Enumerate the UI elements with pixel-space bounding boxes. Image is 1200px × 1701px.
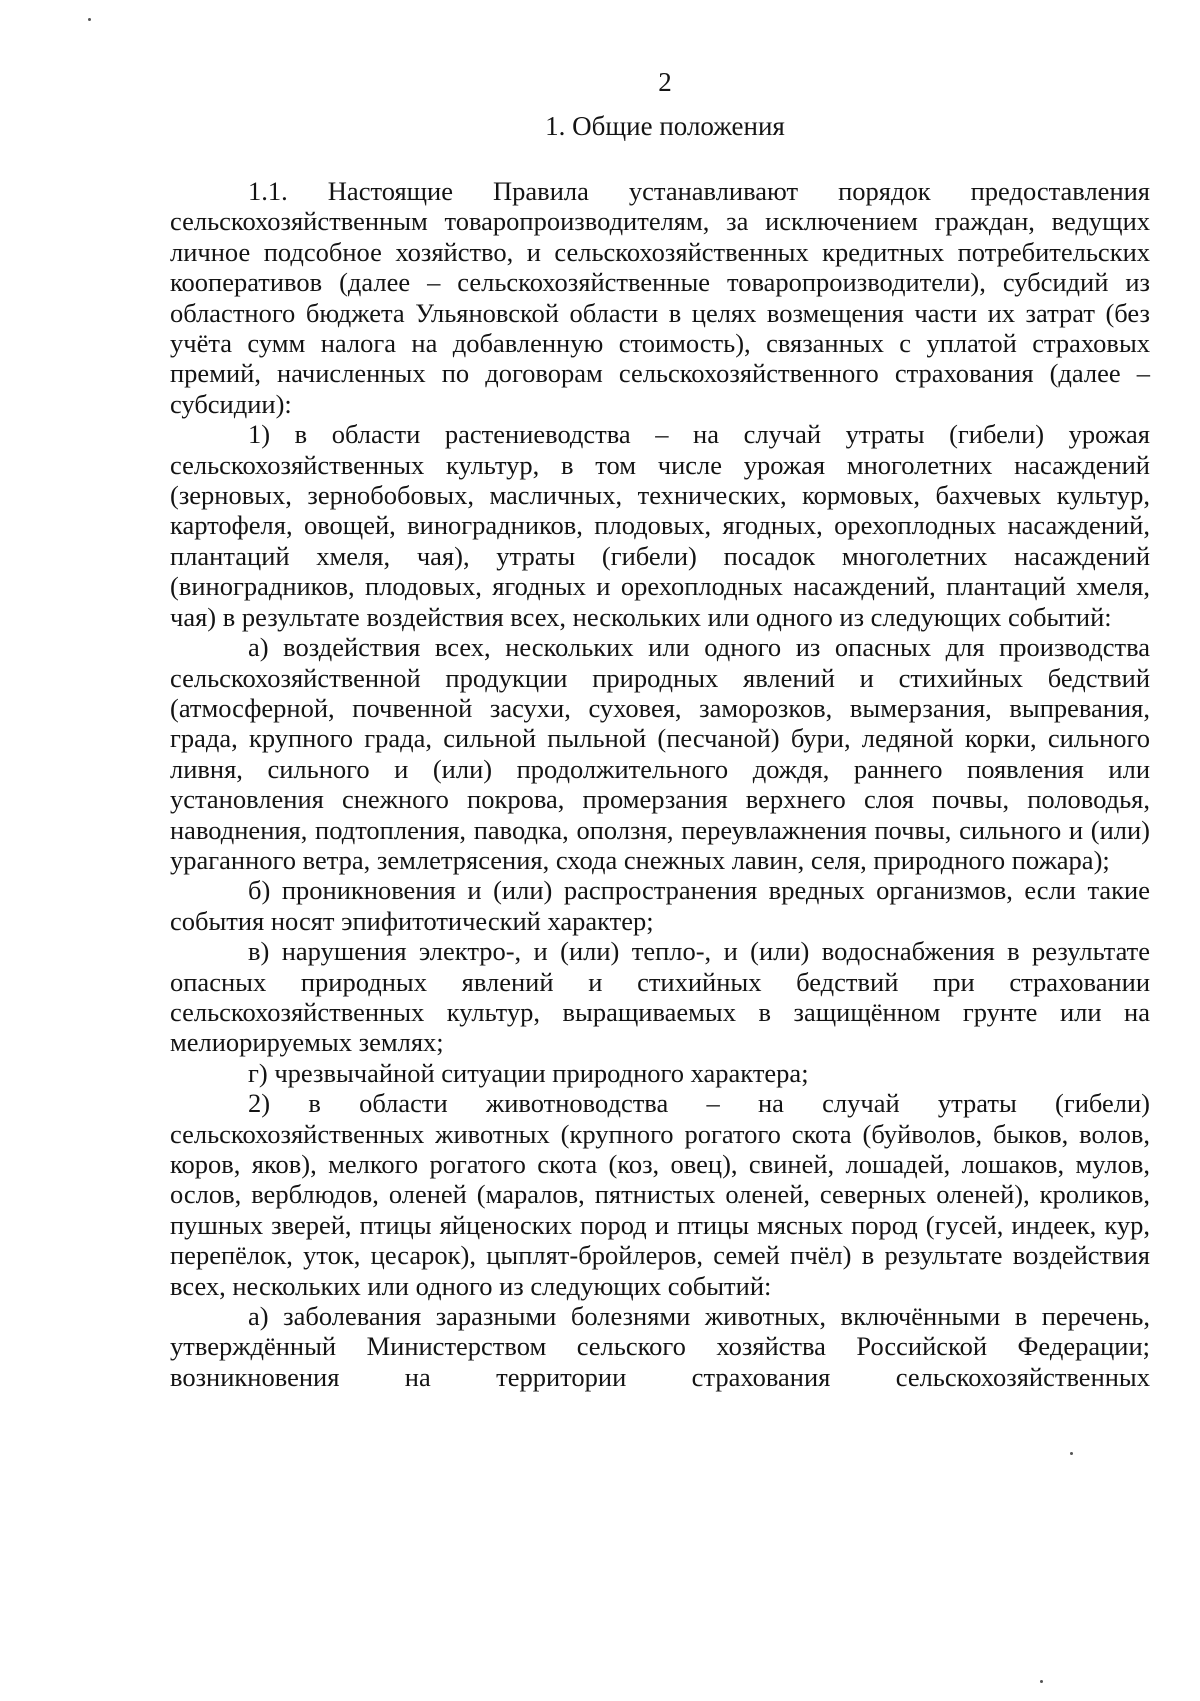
scan-speck	[1040, 1680, 1043, 1683]
paragraph-utilities: в) нарушения электро-, и (или) тепло-, и (или) водоснабжения в результате опасных природных явлений и стихийных бедствий при страховании сельскохозяйственных культур, выращиваемых в защищённом грунте или на мелиорируемых землях;	[170, 936, 1150, 1058]
paragraph-livestock: 2) в области животноводства – на случай утраты (гибели) сельскохозяйственных животных (крупного рогатого скота (буйволов, быков, волов, коров, яков), мелкого рогатого скота (коз, овец), свиней, лошадей, лошаков, мулов, ослов, верблюдов, оленей (маралов, пятнистых оленей, северных оленей), кроликов, пушных зверей, птицы яйценоских пород и птицы мясных пород (гусей, индеек, кур, перепёлок, уток, цесарок), цыплят-бройлеров, семей пчёл) в результате воздействия всех, нескольких или одного из следующих событий:	[170, 1088, 1150, 1301]
paragraph-crop-production: 1) в области растениеводства – на случай утраты (гибели) урожая сельскохозяйственных культур, в том числе урожая многолетних насаждений (зерновых, зернобобовых, масличных, технических, кормовых, бахчевых культур, картофеля, овощей, виноградников, плодовых, ягодных, орехоплодных насаждений, плантаций хмеля, чая), утраты (гибели) посадок многолетних насаждений (виноградников, плодовых, ягодных и орехоплодных насаждений, плантаций хмеля, чая) в результате воздействия всех, нескольких или одного из следующих событий:	[170, 419, 1150, 632]
section-title: 1. Общие положения	[545, 111, 785, 141]
paragraph-emergency: г) чрезвычайной ситуации природного характера;	[248, 1057, 809, 1088]
scan-speck	[1070, 1452, 1073, 1455]
paragraph-natural-hazards: а) воздействия всех, нескольких или одного из опасных для производства сельскохозяйственной продукции природных явлений и стихийных бедствий (атмосферной, почвенной засухи, суховея, заморозков, вымерзания, выпревания, града, крупного града, сильной пыльной (песчаной) бури, ледяной корки, сильного ливня, сильного и (или) продолжительного дождя, раннего появления или установления снежного покрова, промерзания верхнего слоя почвы, половодья, наводнения, подтопления, паводка, оползня, переувлажнения почвы, сильного и (или) ураганного ветра, землетрясения, схода снежных лавин, селя, природного пожара);	[170, 632, 1150, 875]
paragraph-pests: б) проникновения и (или) распространения вредных организмов, если такие события носят эпифитотический характер;	[170, 875, 1150, 936]
paragraph-1-1: 1.1. Настоящие Правила устанавливают порядок предоставления сельскохозяйственным товаропроизводителям, за исключением граждан, ведущих личное подсобное хозяйство, и сельскохозяйственных кредитных потребительских кооперативов (далее – сельскохозяйственные товаропроизводители), субсидий из областного бюджета Ульяновской области в целях возмещения части их затрат (без учёта сумм налога на добавленную стоимость), связанных с уплатой страховых премий, начисленных по договорам сельскохозяйственного страхования (далее – субсидии):	[170, 176, 1150, 419]
document-body	[170, 176, 1150, 1392]
page-number: 2	[658, 67, 672, 97]
paragraph-diseases: а) заболевания заразными болезнями животных, включёнными в перечень, утверждённый Министерством сельского хозяйства Российской Федерации; возникновения на территории страхования сельскохозяйственных	[170, 1301, 1150, 1392]
scan-speck	[88, 18, 91, 21]
